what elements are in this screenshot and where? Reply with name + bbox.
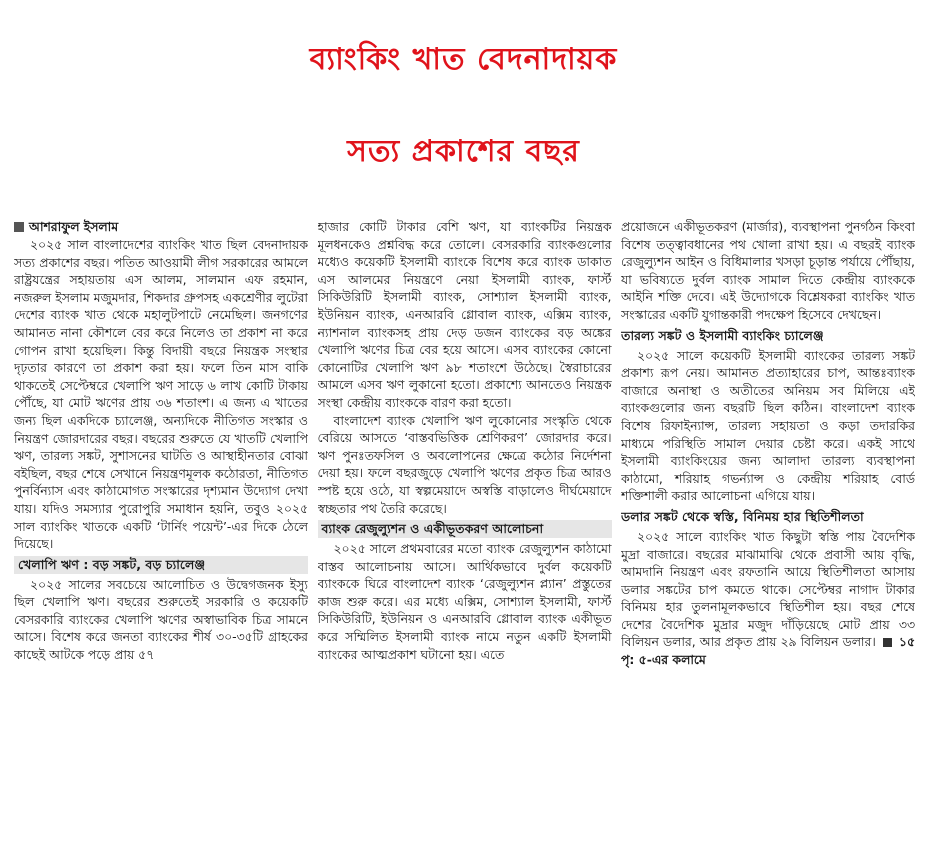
headline: [0, 0, 927, 212]
paragraph: ২০২৫ সালে কয়েকটি ইসলামী ব্যাংকের তারল্য সঙ্কট প্রকাশ্য রূপ নেয়। আমানত প্রত্যাহারের চাপ, আন্তঃব্যাংক বাজারে অনাস্থা ও অতীতের অনিয়ম সব মিলিয়ে এই ব্যাংকগুলোর জন্য বছরটি ছিল কঠিন। বাংলাদেশ ব্যাংক বিশেষ রিফাইন্যান্স, তারল্য সহায়তা ও কড়া তদারকির মাধ্যমে পরিস্থিতি সামাল দেয়ার চেষ্টা করে। একই সাথে ইসলামী ব্যাংকিংয়ের জন্য আলাদা তারল্য ব্যবস্থাপনা কাঠামো, শরিয়াহ গভর্ন্যান্স ও কেন্দ্রীয় শরিয়াহ বোর্ড শক্তিশালী করার আলোচনা এগিয়ে যায়।: [621, 347, 915, 504]
subheading: খেলাপি ঋণ : বড় সঙ্কট, বড় চ্যালেঞ্জ: [14, 556, 308, 574]
column-1: [14, 218, 308, 840]
paragraph: বাংলাদেশ ব্যাংক খেলাপি ঋণ লুকোনোর সংস্কৃতি থেকে বেরিয়ে আসতে ‘বাস্তবভিত্তিক শ্রেণিকরণ’ জোরদার করে। ঋণ পুনঃতফসিল ও অবলোপনের ক্ষেত্রে কঠোর নির্দেশনা দেয়া হয়। ফলে বছরজুড়ে খেলাপি ঋণের প্রকৃত চিত্র আরও স্পষ্ট হয়ে ওঠে, যা স্বল্পমেয়াদে অস্বস্তি বাড়ালেও দীর্ঘমেয়াদে স্বচ্ছতার পথ তৈরি করেছে।: [317, 412, 612, 516]
subheading: তারল্য সঙ্কট ও ইসলামী ব্যাংকিং চ্যালেঞ্জ: [621, 327, 824, 343]
subheading: ব্যাংক রেজুল্যুশন ও একীভূতকরণ আলোচনা: [318, 520, 612, 538]
paragraph: ২০২৫ সালে প্রথমবারের মতো ব্যাংক রেজুল্যুশন কাঠামো বাস্তব আলোচনায় আসে। আর্থিকভাবে দুর্বল কয়েকটি ব্যাংককে ঘিরে বাংলাদেশ ব্যাংক ‘রেজুল্যুশন প্ল্যান’ প্রস্তুতের কাজ শুরু করে। এর মধ্যে এক্সিম, সোশ্যাল ইসলামী, ফার্স্ট সিকিউরিটি, ইউনিয়ন ও এনআরবি গ্লোবাল ব্যাংক একীভূত করে সম্মিলিত ইসলামী ব্যাংক নামে নতুন একটি ইসলামী ব্যাংকের আত্মপ্রকাশ ঘটানো হয়। এতে: [317, 541, 612, 662]
headline-line-2: সত্য প্রকাশের বছর: [347, 134, 580, 169]
byline-author: আশরাফুল ইসলাম: [29, 219, 119, 234]
paragraph: হাজার কোটি টাকার বেশি ঋণ, যা ব্যাংকটির নিয়ন্ত্রক মূলধনকেও প্রশ্নবিদ্ধ করে তোলে। বেসরকারি ব্যাংকগুলোর মধ্যেও কয়েকটি ইসলামী ব্যাংকে বিশেষ করে ব্যাংক ডাকাত এস আলমের নিয়ন্ত্রণে নেয়া ইসলামী ব্যাংক, ফার্স্ট সিকিউরিটি ইসলামী ব্যাংক, সোশ্যাল ইসলামী ব্যাংক, ইউনিয়ন ব্যাংক, এনআরবি গ্লোবাল ব্যাংক, এক্সিম ব্যাংক, ন্যাশনাল ব্যাংকসহ প্রায় দেড় ডজন ব্যাংকের বড় অঙ্কের খেলাপি ঋণের চিত্র বের হয়ে আসে। এসব ব্যাংকের কোনো কোনোটির খেলাপি ঋণ ৯৮ শতাংশে উঠেছে। স্বৈরাচারের আমলে এসব ঋণ লুকানো হতো। প্রকাশ্যে আনতেও নিয়ন্ত্রক সংস্থা কেন্দ্রীয় ব্যাংককে বারণ করা হতো।: [317, 219, 612, 410]
article-columns: [14, 218, 915, 840]
subheading: ডলার সঙ্কট থেকে স্বস্তি, বিনিময় হার স্থিতিশীলতা: [621, 508, 864, 524]
paragraph: প্রয়োজনে একীভূতকরণ (মার্জার), ব্যবস্থাপনা পুনর্গঠন কিংবা বিশেষ তত্ত্বাবধানের পথ খোলা রাখা হয়। এ বছরই ব্যাংক রেজুল্যুশন আইন ও বিধিমালার খসড়া চূড়ান্ত পর্যায়ে পৌঁছায়, যা ভবিষ্যতে দুর্বল ব্যাংক সামাল দিতে কেন্দ্রীয় ব্যাংককে আইনি শক্তি দেবে। এই উদ্যোগকে বিশ্লেষকরা ব্যাংকিং খাত সংস্কারের একটি যুগান্তকারী পদক্ষেপ হিসেবে দেখছেন।: [621, 219, 915, 322]
column-2: [318, 218, 612, 840]
byline: [14, 218, 308, 236]
byline-square-icon: [14, 222, 24, 232]
column-3: [621, 218, 915, 840]
paragraph: ২০২৫ সালের সবচেয়ে আলোচিত ও উদ্বেগজনক ইস্যু ছিল খেলাপি ঋণ। বছরের শুরুতেই সরকারি ও কয়েকটি বেসরকারি ব্যাংকের খেলাপি ঋণের অস্বাভাবিক চিত্র সামনে আসে। বিশেষ করে জনতা ব্যাংকের শীর্ষ ৩০-৩৫টি গ্রাহকের কাছেই আটকে পড়ে প্রায় ৫৭: [14, 576, 308, 663]
headline-line-1: ব্যাংকিং খাত বেদনাদায়ক: [309, 42, 618, 77]
paragraph: [621, 528, 915, 669]
paragraph: ২০২৫ সাল বাংলাদেশের ব্যাংকিং খাত ছিল বেদনাদায়ক সত্য প্রকাশের বছর। পতিত আওয়ামী লীগ সরকারের আমলে রাষ্ট্রযন্ত্রের সহায়তায় এস আলম, সালমান এফ রহমান, নজরুল ইসলাম মজুমদার, শিকদার গ্রুপসহ একশ্রেণীর লুটেরা দেশের ব্যাংক খাত থেকে মহালুটপাটে নেমেছিল। জনগণের আমানত নানা কৌশলে বের করে নিলেও তা প্রকাশ না করে গোপন রাখা হয়েছিল। কিন্তু বিদায়ী বছরে নিয়ন্ত্রক সংস্থার দৃঢ়তার কারণে তা প্রকাশ করা হয়। ফলে তিন মাস বাকি থাকতেই সেপ্টেম্বরে খেলাপি ঋণ সাড়ে ৬ লাখ কোটি টাকায় পৌঁছে, যা মোট ঋণের প্রায় ৩৬ শতাংশ। এ জন্য এ খাতের জন্য ছিল একদিকে চ্যালেঞ্জ, অন্যদিকে নীতিগত সংস্কার ও নিয়ন্ত্রণ জোরদারের বছর। বছরের শুরুতে যে খাতটি খেলাপি ঋণ, তারল্য সঙ্কট, সুশাসনের ঘাটতি ও আস্থাহীনতার বোঝা বইছিল, বছর শেষে সেখানে নিয়ন্ত্রণমূলক কঠোরতা, নীতিগত পুনর্বিন্যাস এবং কাঠামোগত সংস্কারের দৃশ্যমান উদ্যোগ দেখা যায়। যদিও সমস্যার পুরোপুরি সমাধান হয়নি, তবুও ২০২৫ সাল ব্যাংকিং খাতকে একটি ‘টার্নিং পয়েন্ট’-এর দিকে ঠেলে দিয়েছে।: [14, 237, 308, 552]
continued-note: ১৫ পৃ: ৫-এর কলামে: [621, 634, 915, 668]
end-square-icon: [883, 638, 892, 647]
paragraph-text: ২০২৫ সালে ব্যাংকিং খাত কিছুটা স্বস্তি পায় বৈদেশিক মুদ্রা বাজারে। বছরের মাঝামাঝি থেকে প্রবাসী আয় বৃদ্ধি, আমদানি নিয়ন্ত্রণ এবং রফতানি আয়ে স্থিতিশীলতা আসায় ডলার সঙ্কটের চাপ কমতে থাকে। সেপ্টেম্বর নাগাদ টাকার বিনিময় হার তুলনামূলকভাবে স্থিতিশীল হয়। বছর শেষে দেশের বৈদেশিক মুদ্রার মজুদ দাঁড়িয়েছে মোট প্রায় ৩৩ বিলিয়ন ডলার, আর প্রকৃত প্রায় ২৯ বিলিয়ন ডলার।: [621, 528, 915, 650]
